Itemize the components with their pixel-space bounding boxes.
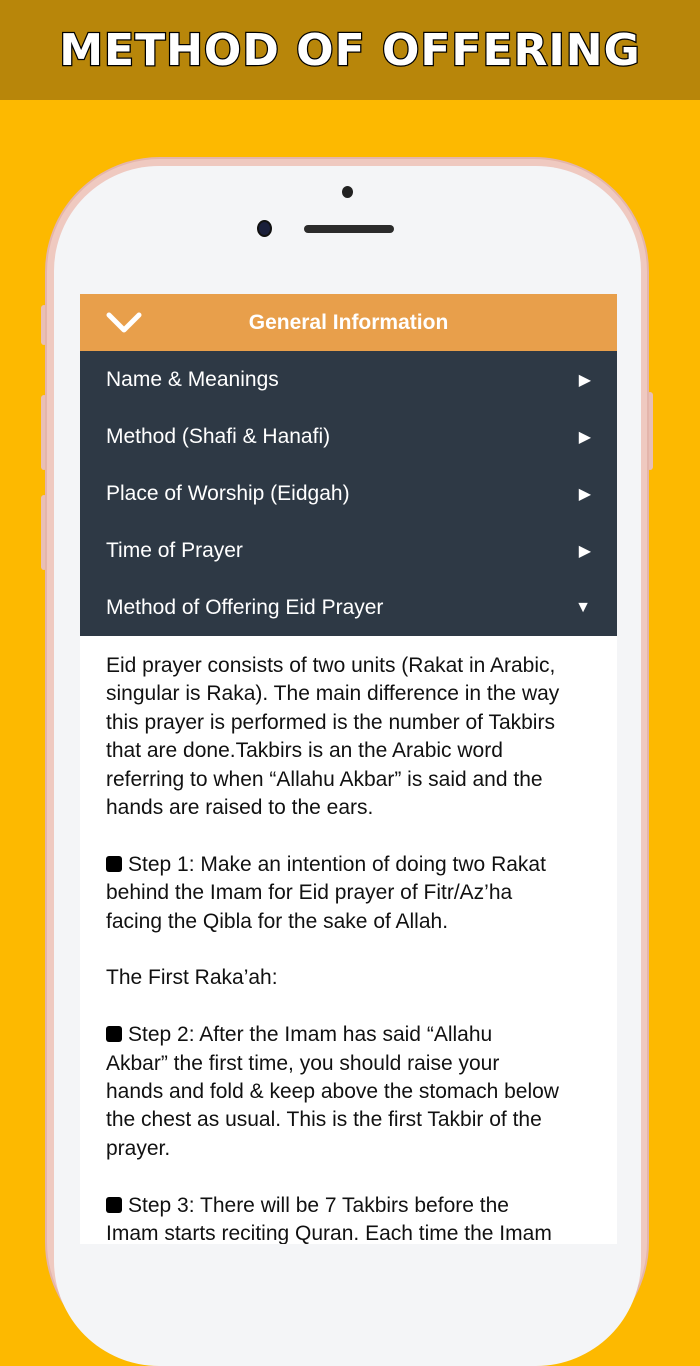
menu-item-label: Method of Offering Eid Prayer — [106, 595, 384, 619]
text: referring to when “Allahu Akbar” is said and the — [106, 767, 543, 791]
text-line — [106, 1021, 591, 1049]
text: hands are raised to the ears. — [106, 796, 374, 820]
text-line — [106, 652, 591, 680]
text-line — [106, 1135, 591, 1163]
text: the chest as usual. This is the first Takbir of the — [106, 1108, 542, 1132]
text: Step 1: Make an intention of doing two Rakat — [128, 852, 546, 876]
bullet-square-icon — [106, 856, 122, 872]
menu-item-label: Time of Prayer — [106, 538, 243, 562]
text-line — [106, 908, 591, 936]
triangle-down-icon: ▼ — [575, 598, 591, 616]
app-screen — [80, 294, 617, 1244]
text: hands and fold & keep above the stomach below — [106, 1080, 559, 1104]
text: this prayer is performed is the number of Takbirs — [106, 710, 555, 734]
text-line — [106, 1192, 591, 1220]
text: prayer. — [106, 1136, 171, 1160]
text: behind the Imam for Eid prayer of Fitr/Az’ha — [106, 881, 513, 905]
banner-title: METHOD OF OFFERING — [59, 24, 641, 76]
bullet-square-icon — [106, 1197, 122, 1213]
paragraph — [106, 851, 591, 936]
proximity-sensor — [342, 186, 353, 198]
article-content — [80, 636, 617, 1244]
text-line — [106, 680, 591, 708]
text-line — [106, 851, 591, 879]
section-header-title: General Information — [248, 310, 449, 334]
text-line — [106, 1078, 591, 1106]
text-line — [106, 709, 591, 737]
text-line — [106, 794, 591, 822]
text-line — [106, 964, 591, 992]
menu-item-label: Place of Worship (Eidgah) — [106, 481, 350, 505]
triangle-right-icon: ▶ — [578, 485, 591, 503]
text-line — [106, 766, 591, 794]
text: The First Raka’ah: — [106, 966, 278, 990]
text-line — [106, 1106, 591, 1134]
menu-item[interactable] — [80, 522, 617, 579]
menu-item[interactable] — [80, 579, 617, 636]
text: Step 3: There will be 7 Takbirs before the — [128, 1193, 509, 1217]
text: Step 2: After the Imam has said “Allahu — [128, 1023, 493, 1047]
menu-item[interactable] — [80, 408, 617, 465]
front-camera-icon — [257, 220, 272, 237]
text: Imam starts reciting Quran. Each time the Imam — [106, 1222, 552, 1244]
text-line — [106, 1050, 591, 1078]
paragraph — [106, 1192, 591, 1244]
menu-item-label: Name & Meanings — [106, 367, 279, 391]
paragraph — [106, 1021, 591, 1163]
text: Eid prayer consists of two units (Rakat in Arabic, — [106, 654, 556, 677]
text: that are done.Takbirs is an the Arabic word — [106, 739, 503, 763]
triangle-right-icon: ▶ — [578, 542, 591, 560]
bullet-square-icon — [106, 1026, 122, 1042]
paragraph — [106, 964, 591, 992]
text-line — [106, 879, 591, 907]
earpiece-speaker — [304, 225, 394, 233]
menu-item[interactable] — [80, 351, 617, 408]
text: singular is Raka). The main difference in the way — [106, 682, 560, 706]
text: facing the Qibla for the sake of Allah. — [106, 909, 449, 933]
menu-item-label: Method (Shafi & Hanafi) — [106, 424, 331, 448]
menu-item[interactable] — [80, 465, 617, 522]
chevron-down-icon[interactable] — [106, 312, 142, 334]
banner — [0, 0, 700, 100]
text-line — [106, 737, 591, 765]
text: Akbar” the first time, you should raise your — [106, 1051, 500, 1075]
section-header-general-information[interactable] — [80, 294, 617, 351]
triangle-right-icon: ▶ — [578, 428, 591, 446]
paragraph — [106, 652, 591, 822]
text-line — [106, 1220, 591, 1244]
triangle-right-icon: ▶ — [578, 371, 591, 389]
